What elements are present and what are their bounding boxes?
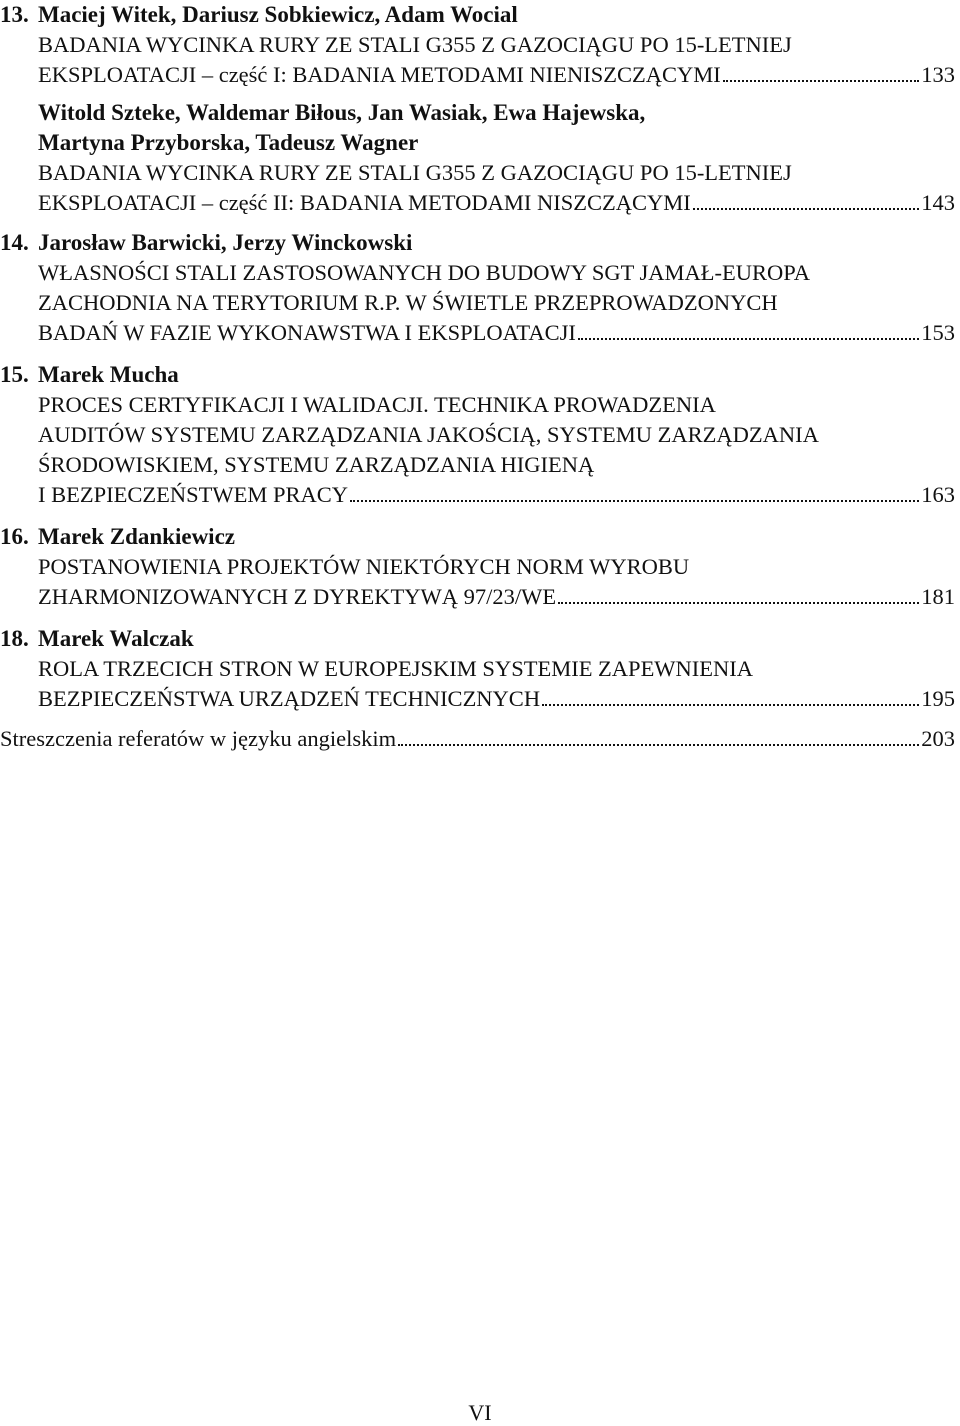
summary-entry [0,724,955,754]
entry-number: 18. [0,626,29,651]
entry-authors: Jarosław Barwicki, Jerzy Winckowski [38,230,413,255]
entry-title-last-line [38,684,955,714]
entry-page-number: 143 [921,190,955,215]
entry-number: 13. [0,2,29,27]
dot-leader [350,500,919,502]
entry-heading [0,360,179,390]
entry-title-last-line [38,318,955,348]
entry-number: 15. [0,362,29,387]
entry-title-last-line [38,480,955,510]
entry-title-line: ZACHODNIA NA TERYTORIUM R.P. W ŚWIETLE PRZEPROWADZONYCH [38,290,778,315]
entry-title-line: AUDITÓW SYSTEMU ZARZĄDZANIA JAKOŚCIĄ, SYSTEMU ZARZĄDZANIA [38,422,819,447]
entry-authors: Maciej Witek, Dariusz Sobkiewicz, Adam Wocial [38,2,518,27]
entry-title-last-line [38,60,955,90]
dot-leader [558,602,919,604]
entry-title-line: ROLA TRZECICH STRON W EUROPEJSKIM SYSTEMIE ZAPEWNIENIA [38,656,754,681]
entry-heading [0,228,412,258]
entry-page-number: 181 [921,584,955,609]
entry-title-last-line [38,188,955,218]
entry-title-line: POSTANOWIENIA PROJEKTÓW NIEKTÓRYCH NORM WYROBU [38,554,690,579]
dot-leader [693,208,920,210]
entry-title-line: BADANIA WYCINKA RURY ZE STALI G355 Z GAZOCIĄGU PO 15-LETNIEJ [38,32,792,57]
entry-title-text: BADAŃ W FAZIE WYKONAWSTWA I EKSPLOATACJI [38,320,576,345]
entry-number: 14. [0,230,29,255]
entry-heading [0,0,518,30]
entry-heading [0,522,235,552]
entry-title-text: EKSPLOATACJI – część II: BADANIA METODAMI NISZCZĄCYMI [38,190,691,215]
entry-number: 16. [0,524,29,549]
entry-title-line: ŚRODOWISKIEM, SYSTEMU ZARZĄDZANIA HIGIENĄ [38,452,595,477]
entry-authors: Marek Zdankiewicz [38,524,235,549]
summary-page-number: 203 [921,726,955,751]
dot-leader [542,704,919,706]
entry-title-text: BEZPIECZEŃSTWA URZĄDZEŃ TECHNICZNYCH [38,686,541,711]
entry-authors: Witold Szteke, Waldemar Biłous, Jan Wasiak, Ewa Hajewska, [38,100,646,125]
entry-authors: Marek Mucha [38,362,179,387]
entry-title-line: BADANIA WYCINKA RURY ZE STALI G355 Z GAZOCIĄGU PO 15-LETNIEJ [38,160,792,185]
dot-leader [398,744,919,746]
dot-leader [723,80,920,82]
entry-heading [0,624,194,654]
entry-authors: Marek Walczak [38,626,194,651]
entry-page-number: 153 [921,320,955,345]
dot-leader [578,338,919,340]
entry-page-number: 163 [921,482,955,507]
entry-title-text: ZHARMONIZOWANYCH Z DYREKTYWĄ 97/23/WE [38,584,557,609]
entry-title-line: PROCES CERTYFIKACJI I WALIDACJI. TECHNIKA PROWADZENIA [38,392,716,417]
entry-authors: Martyna Przyborska, Tadeusz Wagner [38,130,419,155]
entry-title-line: WŁASNOŚCI STALI ZASTOSOWANYCH DO BUDOWY SGT JAMAŁ-EUROPA [38,260,810,285]
entry-title-text: I BEZPIECZEŃSTWEM PRACY [38,482,349,507]
summary-label: Streszczenia referatów w języku angielskim [0,726,397,751]
entry-page-number: 195 [921,686,955,711]
entry-title-last-line [38,582,955,612]
page-folio: VI [468,1400,492,1425]
entry-page-number: 133 [921,62,955,87]
entry-title-text: EKSPLOATACJI – część I: BADANIA METODAMI NIENISZCZĄCYMI [38,62,721,87]
